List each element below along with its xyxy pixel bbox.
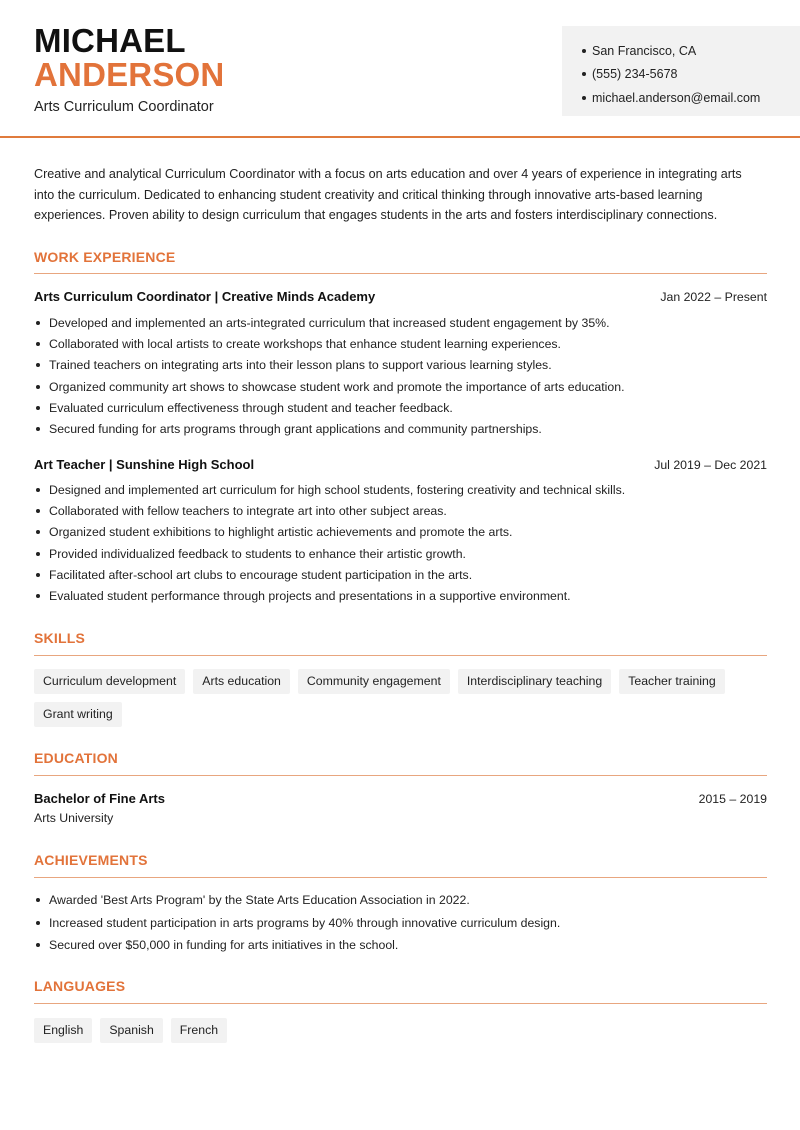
- bullet-icon: [36, 530, 40, 534]
- bullet-text: Awarded 'Best Arts Program' by the State Arts Education Association in 2022.: [49, 893, 470, 908]
- achievements-list: [34, 889, 767, 957]
- list-item: [34, 312, 767, 333]
- list-item: [34, 500, 767, 521]
- list-item: [34, 397, 767, 418]
- section-divider: [34, 655, 767, 656]
- work-experience-heading: WORK EXPERIENCE: [34, 249, 176, 265]
- job-header: [34, 289, 767, 304]
- contact-email: [580, 86, 800, 110]
- job-dates: Jan 2022 – Present: [660, 290, 767, 304]
- list-item: [34, 522, 767, 543]
- professional-summary: Creative and analytical Curriculum Coordinator with a focus on arts education and over 4 years of experience in integrating arts into the curriculum. Dedicated to enhancing student creativity and critical thinking through innovative arts-based learning experiences. Proven ability to design curriculum that engages students in the arts and fosters interdisciplinary connections.: [34, 167, 742, 222]
- first-name: MICHAEL: [34, 22, 186, 59]
- bullet-text: Designed and implemented art curriculum for high school students, fostering creativity and technical skills.: [49, 482, 626, 497]
- skills-tags: [34, 669, 767, 727]
- list-item: [34, 418, 767, 439]
- bullet-text: Developed and implemented an arts-integrated curriculum that increased student engagement by 35%.: [49, 315, 610, 330]
- bullet-text: Secured funding for arts programs through grant applications and community partnerships.: [49, 422, 542, 437]
- language-tag: English: [34, 1018, 92, 1043]
- contact-phone: [580, 63, 800, 87]
- list-item: [34, 376, 767, 397]
- bullet-text: Provided individualized feedback to students to enhance their artistic growth.: [49, 546, 466, 561]
- resume-header: [0, 0, 800, 138]
- skills-heading: SKILLS: [34, 630, 85, 646]
- language-tag: French: [171, 1018, 227, 1043]
- education-header: [34, 791, 767, 806]
- section-divider: [34, 273, 767, 274]
- skill-tag: Community engagement: [298, 669, 450, 694]
- bullet-text: Increased student participation in arts programs by 40% through innovative curriculum design.: [49, 915, 561, 930]
- bullet-icon: [36, 921, 40, 925]
- bullet-icon: [36, 427, 40, 431]
- location-text: San Francisco, CA: [592, 43, 697, 58]
- job-role: Arts Curriculum Coordinator | Creative Minds Academy: [34, 289, 376, 304]
- bullet-text: Organized community art shows to showcase student work and promote the importance of arts education.: [49, 379, 625, 394]
- bullet-icon: [36, 488, 40, 492]
- bullet-text: Secured over $50,000 in funding for arts initiatives in the school.: [49, 938, 399, 953]
- list-item: [34, 889, 767, 912]
- bullet-text: Evaluated curriculum effectiveness through student and teacher feedback.: [49, 400, 453, 415]
- bullet-icon: [36, 321, 40, 325]
- contact-box: [562, 26, 800, 116]
- job-bullets: [34, 479, 767, 607]
- degree: Bachelor of Fine Arts: [34, 791, 165, 806]
- language-tags: [34, 1018, 767, 1043]
- contact-location: [580, 39, 800, 63]
- achievements-heading: ACHIEVEMENTS: [34, 852, 148, 868]
- bullet-text: Collaborated with local artists to create workshops that enhance student learning experiences.: [49, 336, 561, 351]
- bullet-icon: [36, 406, 40, 410]
- bullet-icon: [582, 72, 586, 76]
- list-item: [34, 564, 767, 585]
- job-role: Art Teacher | Sunshine High School: [34, 457, 255, 472]
- bullet-text: Organized student exhibitions to highlight artistic achievements and promote the arts.: [49, 525, 513, 540]
- bullet-icon: [36, 385, 40, 389]
- bullet-icon: [36, 594, 40, 598]
- job-dates: Jul 2019 – Dec 2021: [654, 458, 767, 472]
- bullet-icon: [36, 573, 40, 577]
- email-text[interactable]: michael.anderson@email.com: [592, 90, 761, 105]
- skill-tag: Arts education: [193, 669, 290, 694]
- list-item: [34, 543, 767, 564]
- bullet-icon: [582, 49, 586, 53]
- skill-tag: Teacher training: [619, 669, 725, 694]
- bullet-icon: [36, 943, 40, 947]
- section-divider: [34, 1003, 767, 1004]
- phone-text: (555) 234-5678: [592, 67, 678, 82]
- skill-tag: Grant writing: [34, 702, 122, 727]
- bullet-icon: [36, 552, 40, 556]
- bullet-icon: [582, 96, 586, 100]
- school-name: Arts University: [34, 811, 114, 825]
- bullet-icon: [36, 342, 40, 346]
- education-years: 2015 – 2019: [698, 792, 767, 806]
- list-item: [34, 912, 767, 935]
- skill-tag: Interdisciplinary teaching: [458, 669, 611, 694]
- list-item: [34, 934, 767, 957]
- list-item: [34, 479, 767, 500]
- section-divider: [34, 877, 767, 878]
- last-name: ANDERSON: [34, 56, 225, 93]
- bullet-icon: [36, 363, 40, 367]
- skill-tag: Curriculum development: [34, 669, 185, 694]
- education-heading: EDUCATION: [34, 750, 118, 766]
- section-divider: [34, 775, 767, 776]
- languages-heading: LANGUAGES: [34, 978, 126, 994]
- bullet-icon: [36, 898, 40, 902]
- job-bullets: [34, 312, 767, 440]
- bullet-text: Facilitated after-school art clubs to encourage student participation in the arts.: [49, 567, 473, 582]
- bullet-text: Collaborated with fellow teachers to integrate art into other subject areas.: [49, 503, 447, 518]
- bullet-icon: [36, 509, 40, 513]
- list-item: [34, 333, 767, 354]
- list-item: [34, 355, 767, 376]
- job-header: [34, 457, 767, 472]
- list-item: [34, 585, 767, 606]
- bullet-text: Evaluated student performance through projects and presentations in a supportive environment.: [49, 589, 571, 604]
- bullet-text: Trained teachers on integrating arts into their lesson plans to support various learning styles.: [49, 358, 552, 373]
- job-title: Arts Curriculum Coordinator: [34, 99, 214, 115]
- language-tag: Spanish: [100, 1018, 162, 1043]
